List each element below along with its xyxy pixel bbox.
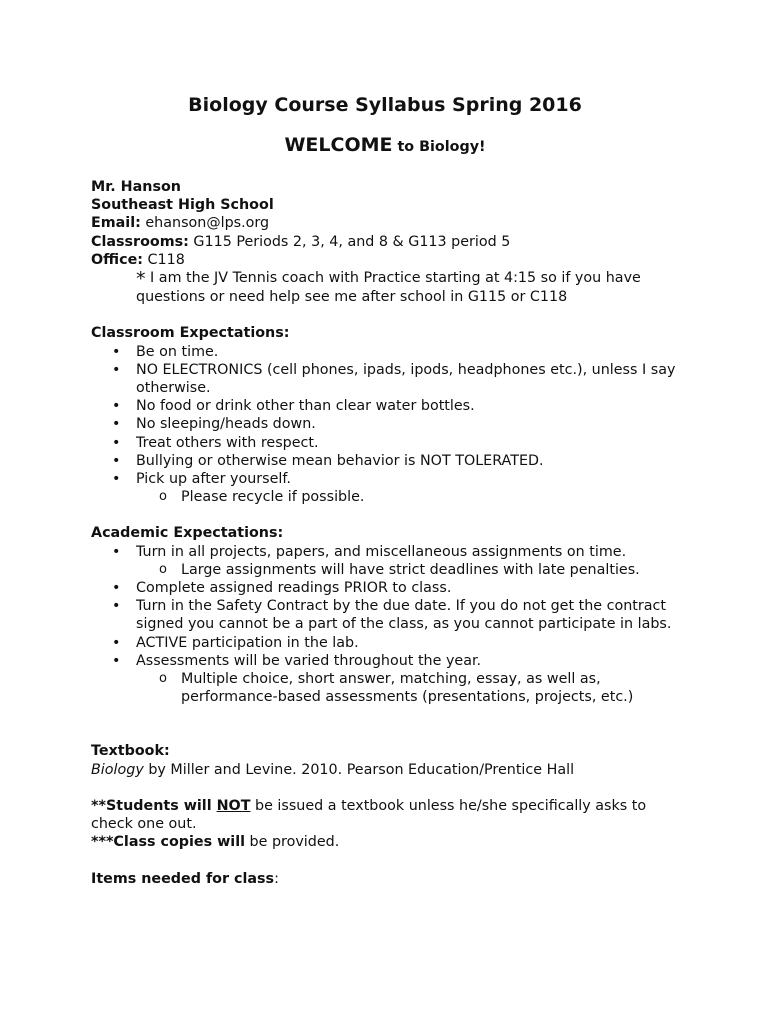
items-needed-colon: : — [274, 870, 279, 887]
textbook-heading: Textbook: — [91, 743, 170, 760]
list-item-text: Turn in all projects, papers, and miscellaneous assignments on time. — [136, 543, 627, 560]
office-label: Office: — [91, 251, 143, 268]
office-line — [91, 251, 691, 269]
list-item: • NO ELECTRONICS (cell phones, ipads, ipods, headphones etc.), unless I say otherwise. — [91, 361, 691, 397]
classrooms-value: G115 Periods 2, 3, 4, and 8 & G113 period 5 — [188, 233, 511, 250]
classrooms-line — [91, 233, 691, 251]
classroom-expectations-list — [91, 343, 691, 507]
sub-list-item: o Please recycle if possible. — [136, 488, 691, 506]
academic-expectations-list — [91, 543, 691, 707]
sub-list-item: o Multiple choice, short answer, matching, essay, as well as, performance-based assessments (presentations, projects, etc.) — [136, 670, 691, 706]
students-bold: **Students will — [91, 797, 217, 814]
not-emphasis: NOT — [216, 797, 251, 814]
office-value: C118 — [143, 251, 185, 268]
list-item — [91, 543, 691, 579]
textbook-citation — [91, 761, 691, 779]
sub-list — [136, 561, 691, 579]
email-value: ehanson@lps.org — [140, 215, 270, 232]
book-title: Biology — [91, 761, 144, 778]
list-item-text: Pick up after yourself. — [136, 471, 291, 488]
school-name: Southeast High School — [91, 197, 274, 214]
sub-list — [136, 670, 691, 706]
list-item: • Complete assigned readings PRIOR to class. — [91, 579, 691, 597]
classroom-expectations-heading: Classroom Expectations: — [91, 325, 290, 342]
academic-expectations-heading: Academic Expectations: — [91, 525, 284, 542]
class-copies-note — [91, 833, 691, 851]
welcome-small: to Biology! — [392, 139, 486, 155]
list-item — [91, 470, 691, 506]
teacher-name: Mr. Hanson — [91, 179, 181, 195]
book-details: by Miller and Levine. 2010. Pearson Education/Prentice Hall — [143, 761, 575, 778]
list-item — [91, 652, 691, 707]
list-item: • Be on time. — [91, 343, 691, 361]
classrooms-label: Classrooms: — [91, 233, 189, 250]
copies-bold: ***Class copies will — [91, 834, 245, 851]
coach-note — [91, 269, 691, 306]
list-item: • No sleeping/heads down. — [91, 415, 691, 433]
list-item: • Bullying or otherwise mean behavior is NOT TOLERATED. — [91, 452, 691, 470]
textbook-issue-note — [91, 797, 691, 833]
welcome-heading — [0, 132, 770, 160]
items-needed-label: Items needed for class — [91, 870, 275, 887]
students-rest: be issued a textbook unless he/she specifically asks to check one out. — [91, 797, 647, 833]
list-item: • ACTIVE participation in the lab. — [91, 634, 691, 652]
note-star: * — [136, 268, 146, 291]
copies-rest: be provided. — [245, 834, 340, 851]
note-text: I am the JV Tennis coach with Practice starting at 4:15 so if you have questions or need help see me after school in G115 or C118 — [136, 270, 641, 306]
sub-list-item: o Large assignments will have strict deadlines with late penalties. — [136, 561, 691, 579]
list-item: • Turn in the Safety Contract by the due date. If you do not get the contract signed you cannot be a part of the class, as you cannot participate in labs. — [91, 597, 691, 633]
syllabus-content — [91, 178, 691, 888]
list-item-text: Assessments will be varied throughout the year. — [136, 652, 482, 669]
list-item: • No food or drink other than clear water bottles. — [91, 397, 691, 415]
email-label: Email: — [91, 215, 141, 232]
document-title: Biology Course Syllabus Spring 2016 — [188, 94, 582, 116]
sub-list — [136, 488, 691, 506]
welcome-big: WELCOME — [284, 134, 393, 156]
email-line — [91, 214, 691, 232]
items-needed-heading — [91, 870, 691, 888]
list-item: • Treat others with respect. — [91, 434, 691, 452]
